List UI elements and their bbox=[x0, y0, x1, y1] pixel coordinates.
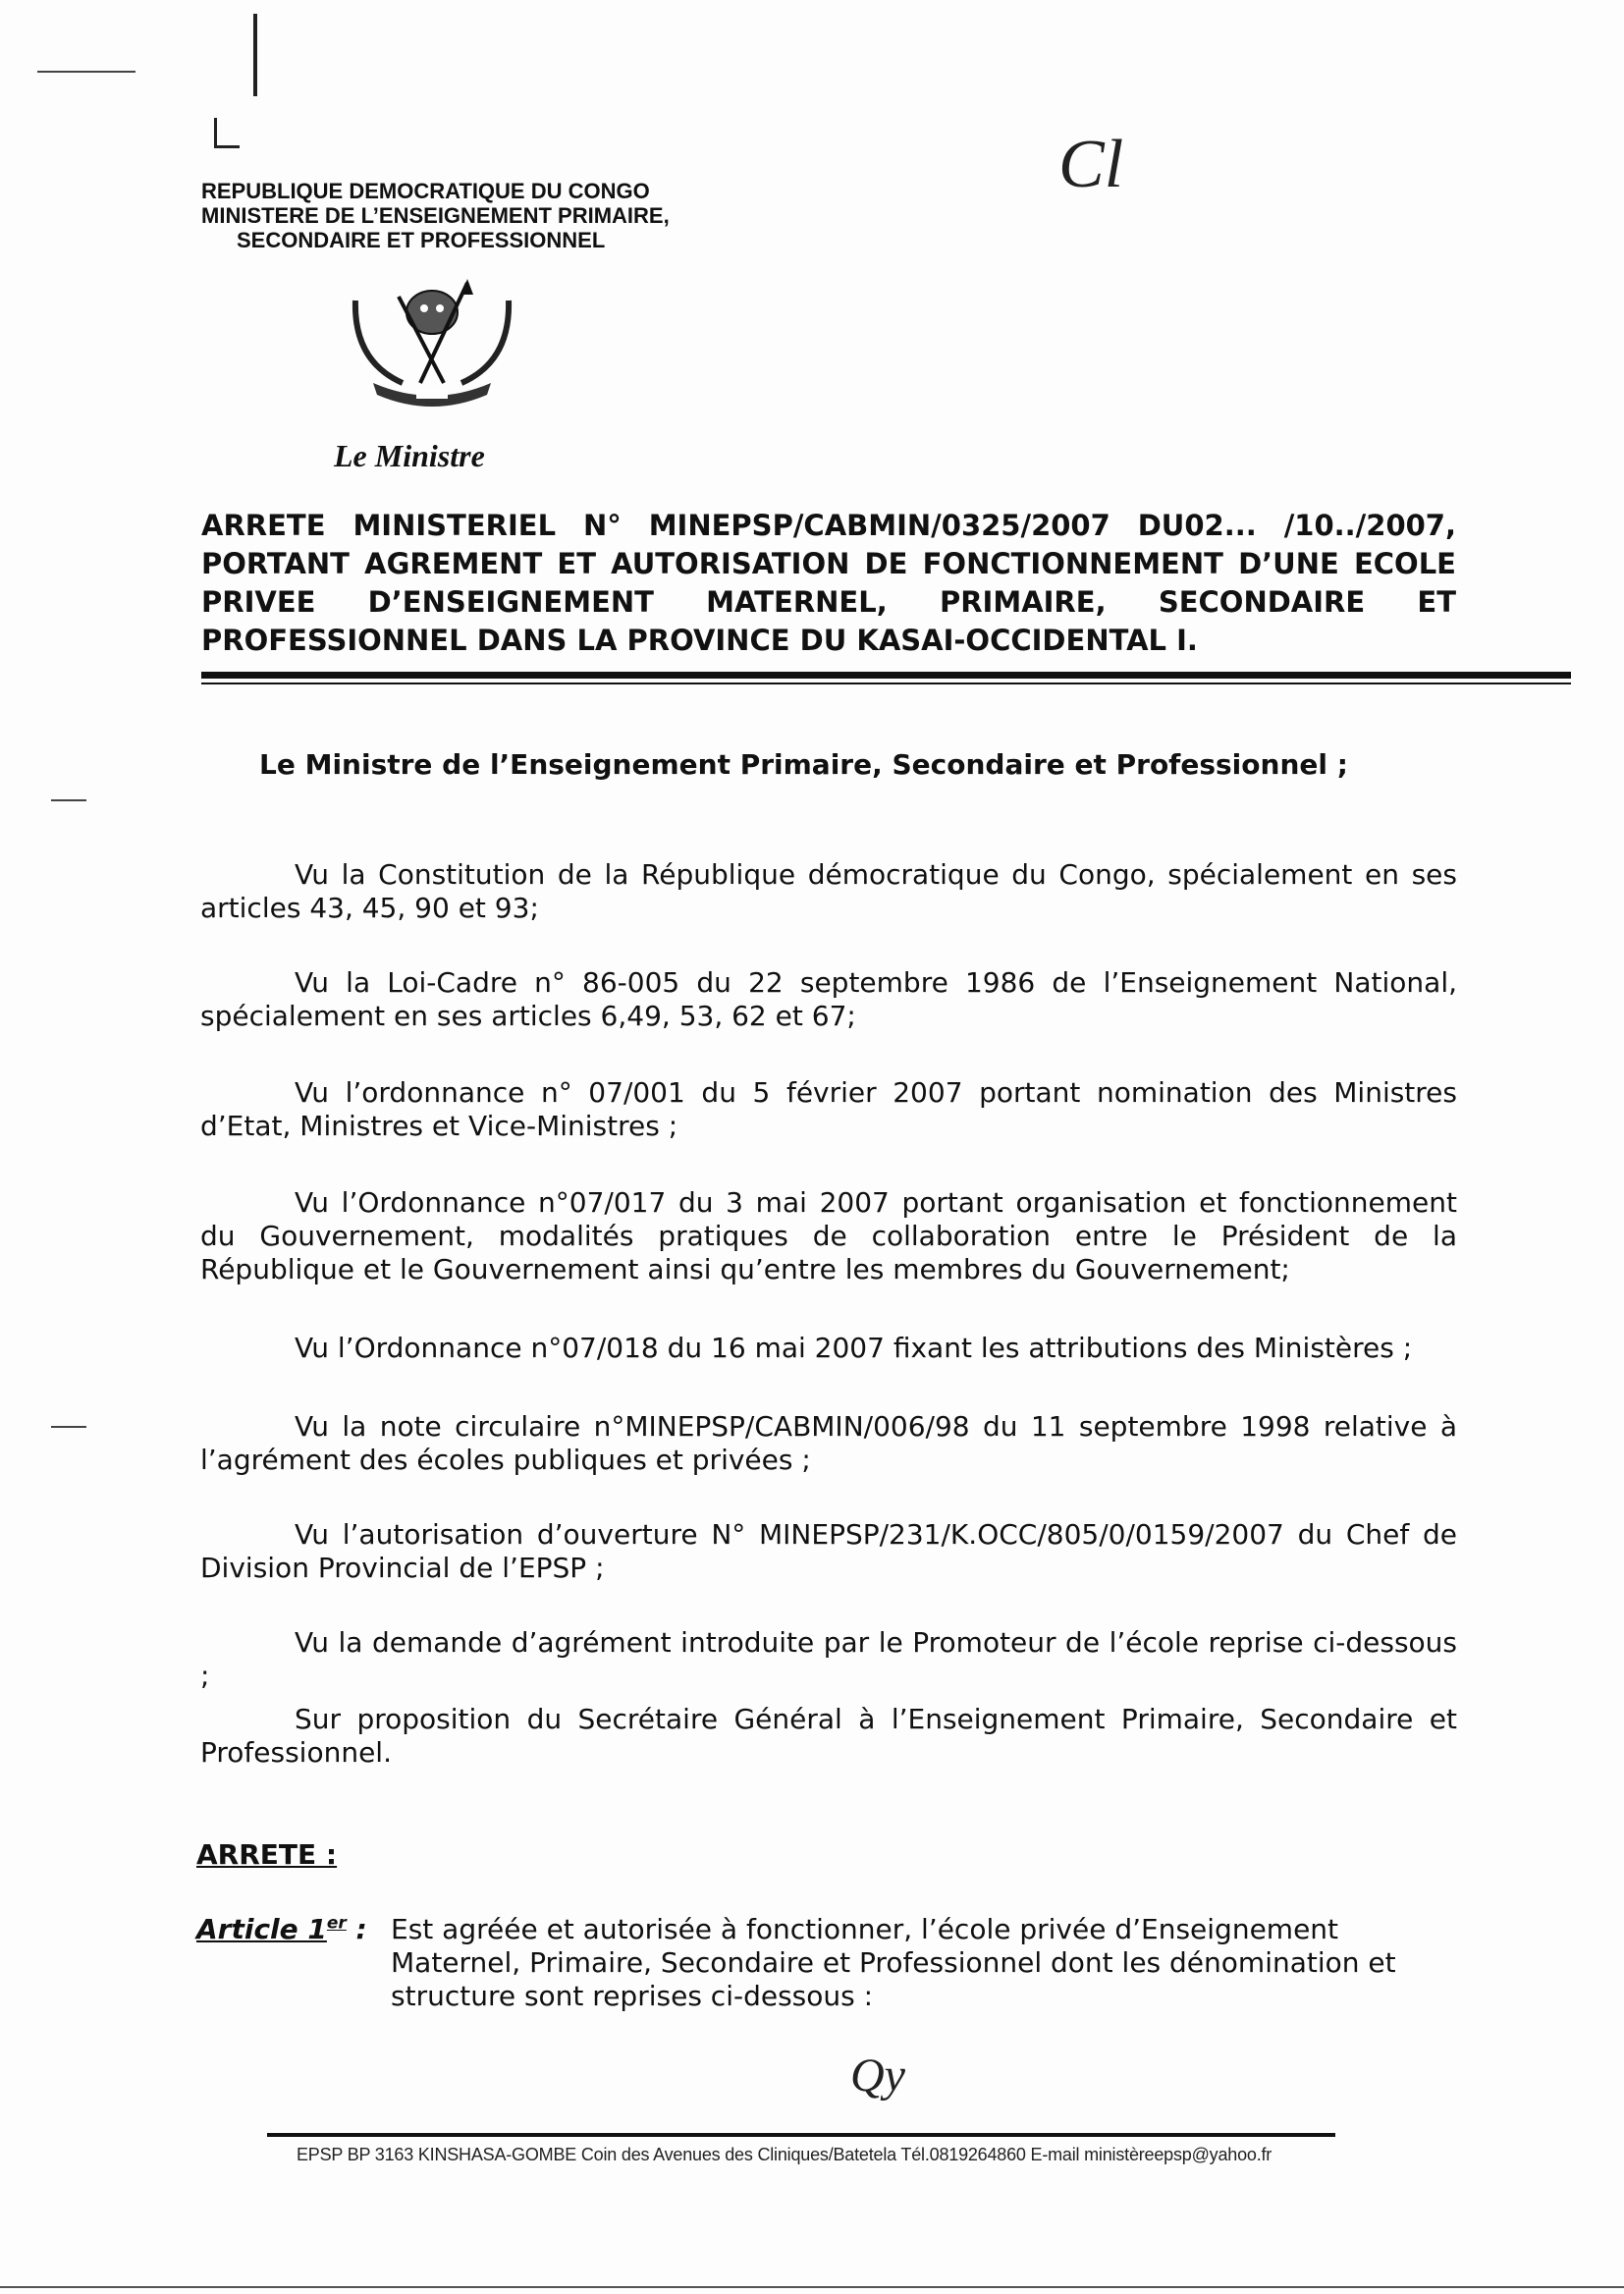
decree-title-line: PORTANT AGREMENT ET AUTORISATION DE FONCTIONNEMENT D’UNE ECOLE bbox=[201, 547, 1456, 580]
article-colon: : bbox=[346, 1913, 367, 1945]
visa-paragraph: Vu l’autorisation d’ouverture N° MINEPSP/231/K.OCC/805/0/0159/2007 du Chef de Division Provincial de l’EPSP ; bbox=[200, 1518, 1457, 1584]
margin-mark bbox=[51, 799, 86, 801]
decree-title-line: PRIVEE D’ENSEIGNEMENT MATERNEL, PRIMAIRE, SECONDAIRE ET bbox=[201, 585, 1456, 619]
article-text: Est agréée et autorisée à fonctionner, l’école privée d’Enseignement Maternel, Primaire, Secondaire et Professionnel dont les dénomination et structure sont reprises ci-dessous : bbox=[391, 1913, 1396, 2012]
visa-paragraph: Vu l’ordonnance n° 07/001 du 5 février 2007 portant nomination des Ministres d’Etat, Ministres et Vice-Ministres ; bbox=[200, 1076, 1457, 1142]
decree-title bbox=[201, 507, 1456, 660]
margin-mark bbox=[51, 1426, 86, 1428]
letterhead-ministry: MINISTERE DE L’ENSEIGNEMENT PRIMAIRE, bbox=[201, 203, 670, 228]
article-label bbox=[196, 1913, 367, 1945]
scan-mark-corner bbox=[214, 118, 217, 147]
page-bottom-edge bbox=[0, 2286, 1624, 2288]
visa-paragraph: Vu l’Ordonnance n°07/018 du 16 mai 2007 fixant les attributions des Ministères ; bbox=[295, 1332, 1413, 1364]
visa-paragraph: Vu la note circulaire n°MINEPSP/CABMIN/006/98 du 11 septembre 1998 relative à l’agrément des écoles publiques et privées ; bbox=[200, 1410, 1457, 1476]
scan-mark-vertical bbox=[253, 14, 257, 96]
visa-paragraph: Sur proposition du Secrétaire Général à l’Enseignement Primaire, Secondaire et Professionnel. bbox=[200, 1703, 1457, 1769]
article-number: Article 1 bbox=[196, 1913, 327, 1945]
scan-mark-dash bbox=[37, 71, 135, 73]
footer-rule bbox=[267, 2133, 1335, 2137]
visa-paragraph: Vu la Constitution de la République démocratique du Congo, spécialement en ses articles 43, 45, 90 et 93; bbox=[200, 858, 1457, 924]
letterhead-ministry-cont: SECONDAIRE ET PROFESSIONNEL bbox=[237, 228, 606, 252]
decree-title-line: PROFESSIONNEL DANS LA PROVINCE DU KASAI-OCCIDENTAL I. bbox=[201, 624, 1198, 657]
minister-title: Le Ministre bbox=[334, 438, 485, 473]
handwritten-mark: Cl bbox=[1058, 127, 1124, 202]
arrete-heading: ARRETE : bbox=[196, 1838, 338, 1871]
coat-of-arms-emblem bbox=[334, 273, 530, 420]
handwritten-initials: Qy bbox=[850, 2049, 905, 2102]
letterhead-country: REPUBLIQUE DEMOCRATIQUE DU CONGO bbox=[201, 179, 650, 203]
visa-paragraph: Vu l’Ordonnance n°07/017 du 3 mai 2007 portant organisation et fonctionnement du Gouvernement, modalités pratiques de collaboration entre le Président de la République et le Gouvernement ainsi qu’entre les membres du Gouvernement; bbox=[200, 1186, 1457, 1285]
article-ordinal: er bbox=[326, 1913, 347, 1934]
minister-heading: Le Ministre de l’Enseignement Primaire, Secondaire et Professionnel ; bbox=[259, 748, 1348, 781]
visa-paragraph: Vu la demande d’agrément introduite par le Promoteur de l’école reprise ci-dessous ; bbox=[200, 1626, 1457, 1692]
visa-paragraph: Vu la Loi-Cadre n° 86-005 du 22 septembre 1986 de l’Enseignement National, spécialement en ses articles 6,49, 53, 62 et 67; bbox=[200, 966, 1457, 1032]
footer-address: EPSP BP 3163 KINSHASA-GOMBE Coin des Avenues des Cliniques/Batetela Tél.0819264860 E-mail ministèreepsp@yahoo.fr bbox=[297, 2145, 1272, 2164]
title-underline-thin bbox=[201, 683, 1571, 684]
decree-title-line: ARRETE MINISTERIEL N° MINEPSP/CABMIN/0325/2007 DU02... /10../2007, bbox=[201, 509, 1456, 542]
title-underline bbox=[201, 672, 1571, 679]
scan-mark-corner-base bbox=[214, 145, 240, 148]
letterhead bbox=[201, 179, 670, 252]
